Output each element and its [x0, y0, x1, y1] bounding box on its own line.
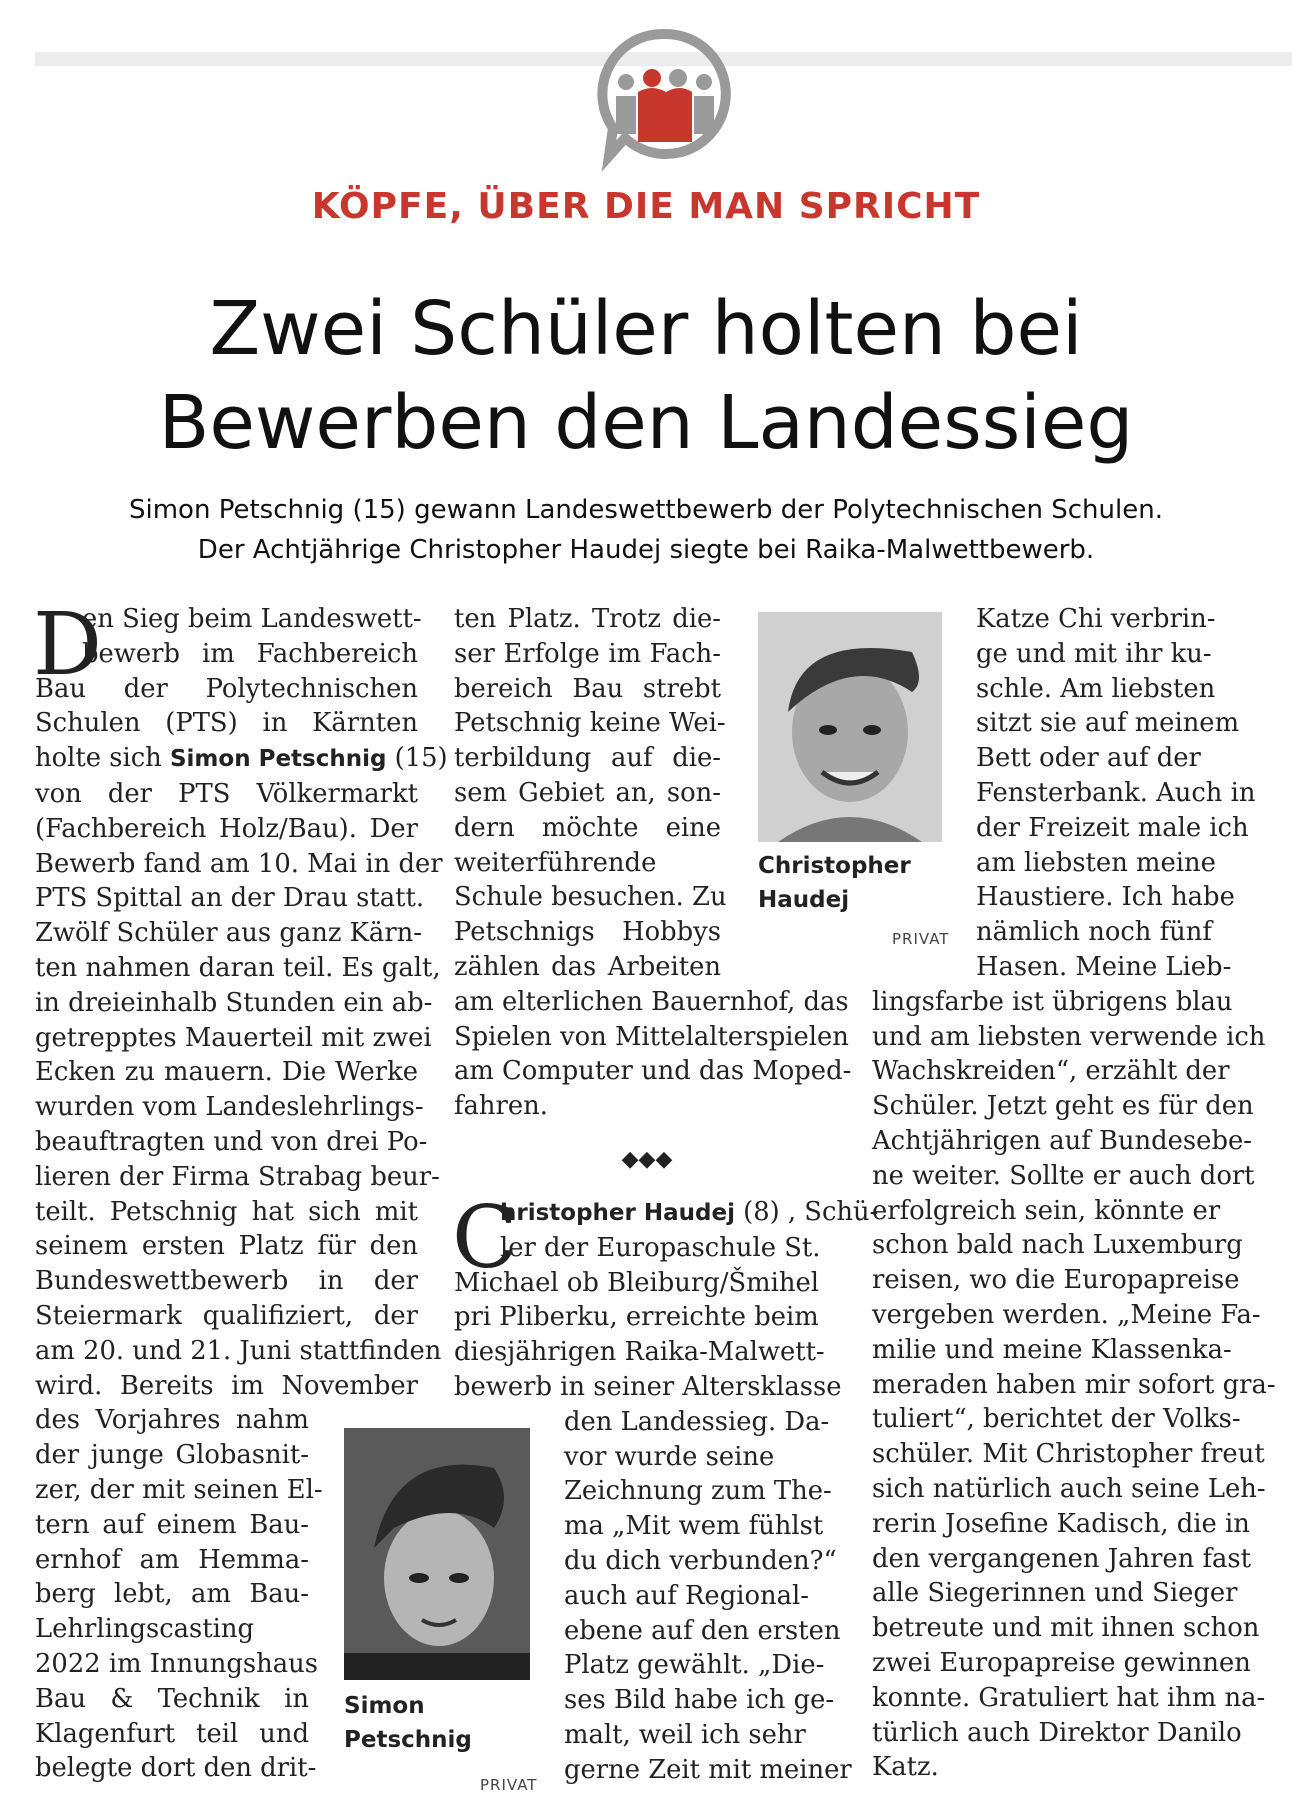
- text-line: schon bald nach Luxemburg: [872, 1230, 1243, 1261]
- text-line: getrepptes Mauerteil mit zwei: [35, 1022, 432, 1053]
- text-line: ser Erfolge im Fach-: [454, 638, 721, 669]
- dropcap-c: C: [452, 1188, 518, 1288]
- kicker: KÖPFE, ÜBER DIE MAN SPRICHT: [311, 186, 981, 227]
- text-line: rerin Josefine Kadisch, die in: [872, 1508, 1250, 1539]
- text-line: terbildung auf die-: [454, 743, 721, 774]
- text-line: schüler. Mit Christopher freut: [872, 1439, 1265, 1470]
- text-line: zählen das Arbeiten: [454, 951, 721, 982]
- text-line: Bundeswettbewerb in der: [35, 1266, 418, 1297]
- text-line: tern auf einem Bau-: [35, 1509, 309, 1540]
- text-line: türlich auch Direktor Danilo: [872, 1717, 1242, 1748]
- text-line: ernhof am Hemma-: [35, 1544, 309, 1575]
- text-line: vor wurde seine: [564, 1441, 775, 1472]
- people-speech-bubble-icon: [590, 22, 740, 172]
- text-line: bereich Bau strebt: [454, 673, 721, 704]
- section-separator: ◆◆◆: [621, 1146, 673, 1171]
- text-line: Katz.: [872, 1752, 939, 1783]
- text-line: en Sieg beim Landeswett-: [82, 604, 422, 634]
- text-line: konnte. Gratuliert hat ihm na-: [872, 1682, 1266, 1713]
- text-line: Fensterbank. Auch in: [976, 777, 1256, 808]
- text-line: Petschnig keine Wei-: [454, 708, 726, 739]
- text-line: ler der Europaschule St.: [500, 1232, 821, 1263]
- text-line: Zeichnung zum The-: [564, 1476, 832, 1507]
- headline-line: Bewerben den Landessieg: [158, 380, 1134, 466]
- text-line: von der PTS Völkermarkt: [35, 778, 418, 809]
- text-line: PTS Spittal an der Drau statt.: [35, 883, 425, 914]
- text-line: Platz gewählt. „Die-: [564, 1650, 825, 1681]
- text-line: sem Gebiet an, son-: [454, 777, 721, 808]
- text-line: bewerb in seiner Altersklasse: [454, 1371, 842, 1402]
- text-line: den vergangenen Jahren fast: [872, 1543, 1252, 1574]
- text-line: diesjährigen Raika-Malwett-: [454, 1337, 825, 1368]
- text-line: ten nahmen daran teil. Es galt,: [35, 952, 441, 983]
- text-line: Petschnigs Hobbys: [454, 917, 721, 948]
- text-line: betreute und mit ihnen schon: [872, 1613, 1260, 1644]
- text-line: sich natürlich auch seine Leh-: [872, 1473, 1266, 1504]
- text-line: meraden haben mir sofort gra-: [872, 1369, 1276, 1400]
- text-line: weiterführende: [454, 847, 657, 878]
- dropcap-d: D: [33, 595, 102, 695]
- text-line: lingsfarbe ist übrigens blau: [872, 986, 1233, 1017]
- text-line: milie und meine Klassenka-: [872, 1334, 1232, 1365]
- text-line: den Landessieg. Da-: [564, 1406, 830, 1437]
- text-line: ma „Mit wem fühlst: [564, 1511, 824, 1542]
- bold-name: Simon Petschnig: [169, 746, 387, 773]
- text-line: Bewerb fand am 10. Mai in der: [35, 848, 443, 879]
- text-line: ten Platz. Trotz die-: [454, 604, 721, 634]
- text-line: der junge Globasnit-: [35, 1440, 309, 1471]
- text-line: wird. Bereits im November: [35, 1370, 418, 1401]
- text-line: in dreieinhalb Stunden ein ab-: [35, 987, 433, 1018]
- text-line: Schule besuchen. Zu: [454, 882, 727, 913]
- text-line: Wachskreiden“, erzählt der: [872, 1056, 1230, 1087]
- column-3: [872, 602, 1276, 1785]
- text-line: bewerb im Fachbereich: [82, 638, 418, 669]
- text-line: du dich verbunden?“: [564, 1545, 837, 1576]
- text-line: und am liebsten verwende ich: [872, 1021, 1266, 1052]
- text-line: ebene auf den ersten: [564, 1615, 841, 1646]
- text-line: tuliert“, berichtet der Volks-: [872, 1404, 1241, 1435]
- text-line: Schüler. Jetzt geht es für den: [872, 1091, 1254, 1122]
- text-line: reisen, wo die Europapreise: [872, 1265, 1240, 1296]
- text-line: seinem ersten Platz für den: [35, 1231, 418, 1262]
- text-line: erfolgreich sein, könnte er: [872, 1195, 1221, 1226]
- text-line: Zwölf Schüler aus ganz Kärn-: [35, 918, 422, 949]
- text-line: Haustiere. Ich habe: [976, 882, 1235, 913]
- text-line: schle. Am liebsten: [976, 673, 1216, 704]
- text-line: 2022 im Innungshaus: [35, 1648, 319, 1679]
- photo-caption-christopher: Christopher Haudej: [758, 853, 911, 913]
- text-line: belegte dort den drit-: [35, 1753, 317, 1784]
- text-line: berg lebt, am Bau-: [35, 1579, 309, 1610]
- text-line: holte sich Simon Petschnig (15): [35, 743, 448, 774]
- text-line: Bett oder auf der: [976, 743, 1201, 774]
- text-line: der Freizeit male ich: [976, 812, 1249, 843]
- headline: [0, 282, 1292, 470]
- deck: [0, 490, 1292, 570]
- headline-line: Zwei Schüler holten bei: [209, 286, 1083, 372]
- text-line: am elterlichen Bauernhof, das: [454, 986, 849, 1017]
- text-line: (Fachbereich Holz/Bau). Der: [35, 813, 418, 844]
- text-line: Ecken zu mauern. Die Werke: [35, 1057, 418, 1088]
- bold-name: hristopher Haudej: [500, 1200, 735, 1226]
- text-line: teilt. Petschnig hat sich mit: [35, 1196, 418, 1227]
- text-line: hristopher Haudej (8) , Schü-: [500, 1197, 879, 1227]
- deck-line: Simon Petschnig (15) gewann Landeswettbewerb der Polytechnischen Schulen.: [129, 495, 1163, 525]
- text-line: am Computer und das Moped-: [454, 1056, 852, 1087]
- text-line: des Vorjahres nahm: [35, 1405, 309, 1436]
- text-line: zwei Europapreise gewinnen: [872, 1647, 1251, 1678]
- photo-caption-simon: Simon Petschnig: [344, 1693, 472, 1753]
- text-line: beauftragten und von drei Po-: [35, 1126, 428, 1157]
- text-line: fahren.: [454, 1091, 548, 1122]
- text-line: Steiermark qualifiziert, der: [35, 1300, 418, 1331]
- text-line: zer, der mit seinen El-: [35, 1474, 323, 1505]
- text-line: alle Siegerinnen und Sieger: [872, 1578, 1238, 1609]
- text-line: Spielen von Mittelalterspielen: [454, 1021, 849, 1052]
- text-line: am liebsten meine: [976, 847, 1216, 878]
- text-line: nämlich noch fünf: [976, 917, 1212, 948]
- text-line: pri Pliberku, erreichte beim: [454, 1302, 819, 1333]
- photo-credit: PRIVAT: [892, 930, 950, 948]
- text-line: ses Bild habe ich ge-: [564, 1685, 835, 1716]
- text-line: auch auf Regional-: [564, 1580, 809, 1611]
- text-line: Achtjährigen auf Bundesebe-: [872, 1125, 1252, 1156]
- deck-line: Der Achtjährige Christopher Haudej siegte bei Raika-Malwettbewerb.: [197, 535, 1095, 565]
- text-line: ne weiter. Sollte er auch dort: [872, 1160, 1255, 1191]
- text-line: Bau & Technik in: [35, 1683, 309, 1714]
- text-line: lieren der Firma Strabag beur-: [35, 1161, 440, 1192]
- text-line: Hasen. Meine Lieb-: [976, 951, 1232, 982]
- text-line: wurden vom Landeslehrlings-: [35, 1092, 424, 1123]
- text-line: Michael ob Bleiburg/Šmihel: [454, 1267, 819, 1298]
- text-line: Lehrlingscasting: [35, 1614, 255, 1645]
- text-line: sitzt sie auf meinem: [976, 708, 1240, 739]
- text-line: gerne Zeit mit meiner: [564, 1754, 852, 1785]
- text-line: vergeben werden. „Meine Fa-: [872, 1299, 1261, 1330]
- text-line: Katze Chi verbrin-: [976, 604, 1216, 634]
- text-line: dern möchte eine: [454, 812, 721, 843]
- text-line: ge und mit ihr ku-: [976, 638, 1212, 669]
- text-line: am 20. und 21. Juni stattfinden: [35, 1335, 442, 1366]
- column-2-continued: [452, 1188, 879, 1788]
- text-line: Schulen (PTS) in Kärnten: [35, 708, 418, 739]
- text-line: Bau der Polytechnischen: [35, 673, 418, 704]
- text-line: Klagenfurt teil und: [35, 1718, 309, 1749]
- photo-credit: PRIVAT: [480, 1776, 538, 1794]
- text-line: malt, weil ich sehr: [564, 1719, 806, 1750]
